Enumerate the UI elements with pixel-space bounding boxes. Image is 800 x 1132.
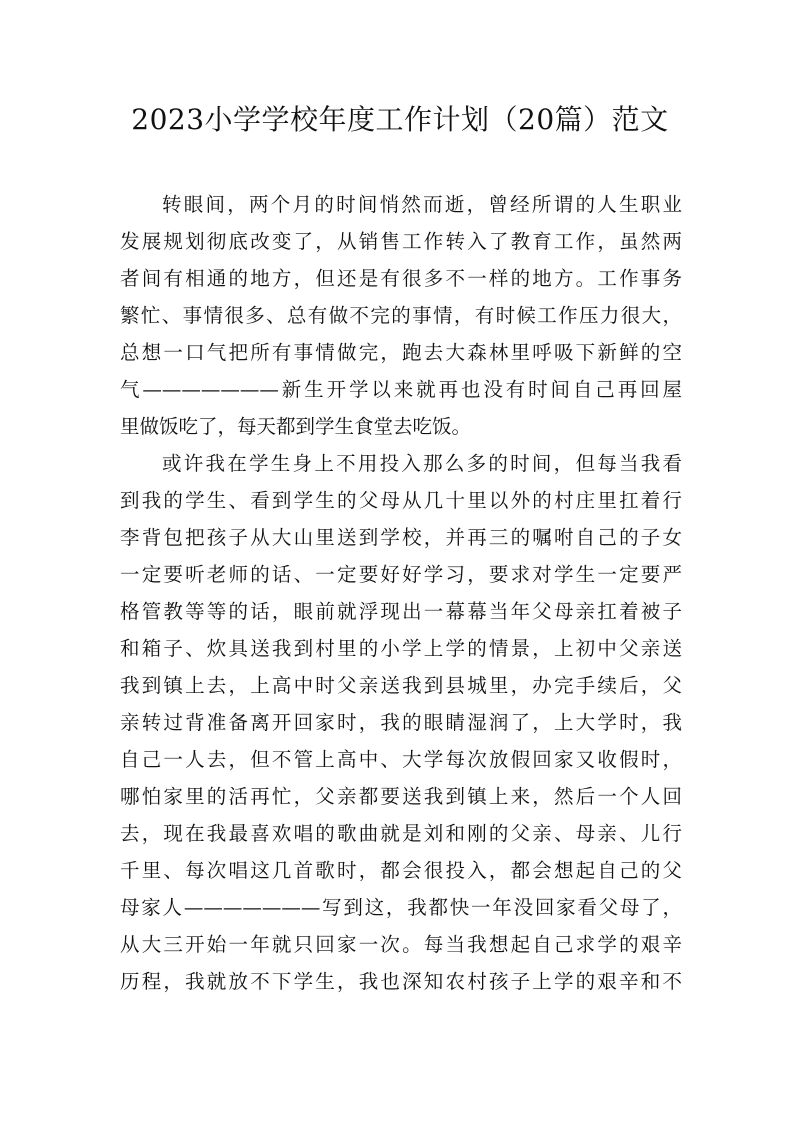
paragraph-2-line: 从大三开始一年就只回家一次。每当我想起自己求学的艰辛 <box>120 933 682 956</box>
paragraph-2-line: 和箱子、炊具送我到村里的小学上学的情景，上初中父亲送 <box>120 637 682 660</box>
paragraph-1-line: 里做饭吃了，每天都到学生食堂去吃饭。 <box>120 415 472 438</box>
paragraph-1-line: 气———————新生开学以来就再也没有时间自己再回屋 <box>120 378 682 401</box>
paragraph-1-line: 者间有相通的地方，但还是有很多不一样的地方。工作事务 <box>120 267 682 290</box>
paragraph-2-line: 母家人———————写到这，我都快一年没回家看父母了， <box>120 896 682 919</box>
paragraph-1-line: 发展规划彻底改变了，从销售工作转入了教育工作，虽然两 <box>120 230 682 253</box>
paragraph-2-line: 我到镇上去，上高中时父亲送我到县城里，办完手续后，父 <box>120 674 682 697</box>
document-title: 2023小学学校年度工作计划（20篇）范文 <box>131 103 669 136</box>
paragraph-1-line: 繁忙、事情很多、总有做不完的事情，有时候工作压力很大， <box>120 304 682 327</box>
paragraph-2-line: 或许我在学生身上不用投入那么多的时间，但每当我看 <box>162 452 682 475</box>
paragraph-2-line: 哪怕家里的活再忙，父亲都要送我到镇上来，然后一个人回 <box>120 785 682 808</box>
document-body <box>120 186 682 1000</box>
paragraph-2-line: 亲转过背准备离开回家时，我的眼睛湿润了，上大学时，我 <box>120 711 682 734</box>
paragraph-2-line: 李背包把孩子从大山里送到学校，并再三的嘱咐自己的子女 <box>120 526 682 549</box>
paragraph-2-line: 自己一人去，但不管上高中、大学每次放假回家又收假时， <box>120 748 682 771</box>
paragraph-1-line: 总想一口气把所有事情做完，跑去大森林里呼吸下新鲜的空 <box>120 341 682 364</box>
paragraph-2-line: 格管教等等的话，眼前就浮现出一幕幕当年父母亲扛着被子 <box>120 600 682 623</box>
paragraph-1-line: 转眼间，两个月的时间悄然而逝，曾经所谓的人生职业 <box>162 193 682 216</box>
paragraph-2-line: 一定要听老师的话、一定要好好学习，要求对学生一定要严 <box>120 563 682 586</box>
paragraph-2-line: 历程，我就放不下学生，我也深知农村孩子上学的艰辛和不 <box>120 970 682 993</box>
paragraph-2-line: 去，现在我最喜欢唱的歌曲就是刘和刚的父亲、母亲、儿行 <box>120 822 682 845</box>
paragraph-2-line: 到我的学生、看到学生的父母从几十里以外的村庄里扛着行 <box>120 489 682 512</box>
paragraph-2-line: 千里、每次唱这几首歌时，都会很投入，都会想起自己的父 <box>120 859 682 882</box>
